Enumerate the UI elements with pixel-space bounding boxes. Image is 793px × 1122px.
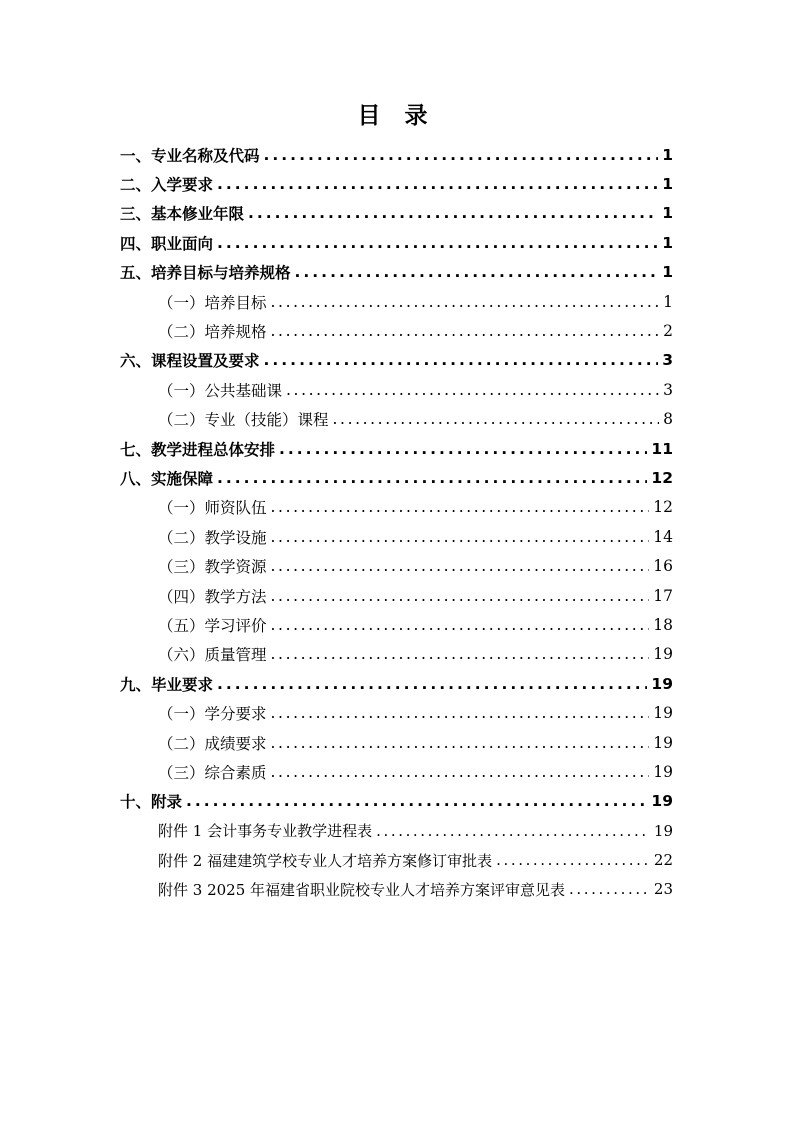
toc-title: 目 录 bbox=[357, 103, 436, 129]
toc-entry[interactable] bbox=[0, 434, 793, 463]
toc-page-number: 3 bbox=[662, 351, 673, 370]
toc-page-number: 22 bbox=[653, 851, 673, 870]
toc-appendix-entry[interactable] bbox=[0, 816, 793, 845]
toc-page-number: 18 bbox=[653, 615, 673, 634]
toc-dot-leader bbox=[271, 587, 650, 605]
toc-entry-label: （二）专业（技能）课程 bbox=[158, 411, 329, 430]
toc-entry-label: 附件 3 2025 年福建省职业院校专业人才培养方案评审意见表 bbox=[158, 880, 566, 899]
toc-dot-leader bbox=[286, 381, 659, 399]
toc-page-number: 1 bbox=[662, 145, 673, 164]
toc-entry-label: 四、职业面向 bbox=[120, 234, 214, 253]
toc-dot-leader bbox=[271, 293, 660, 311]
toc-entry-label: （一）培养目标 bbox=[158, 293, 267, 312]
toc-entry[interactable] bbox=[0, 169, 793, 198]
toc-dot-leader bbox=[333, 410, 660, 428]
toc-entry[interactable] bbox=[0, 669, 793, 698]
toc-page-number: 3 bbox=[663, 380, 673, 399]
toc-dot-leader bbox=[279, 440, 647, 458]
toc-dot-leader bbox=[496, 851, 650, 869]
toc-page-number: 8 bbox=[663, 410, 673, 429]
toc-entry[interactable] bbox=[0, 228, 793, 257]
toc-page-number: 1 bbox=[662, 175, 673, 194]
toc-entry-label: （四）教学方法 bbox=[158, 587, 267, 606]
toc-entry-label: （一）公共基础课 bbox=[158, 381, 283, 400]
toc-page-number: 12 bbox=[653, 498, 673, 517]
toc-page-number: 19 bbox=[653, 704, 673, 723]
toc-entry-label: 七、教学进程总体安排 bbox=[120, 440, 276, 459]
toc-entry-label: 附件 1 会计事务专业教学进程表 bbox=[158, 822, 373, 841]
toc-dot-leader bbox=[271, 704, 650, 722]
toc-appendix-entry[interactable] bbox=[0, 845, 793, 874]
toc-dot-leader bbox=[376, 822, 650, 840]
toc-entry[interactable] bbox=[0, 199, 793, 228]
toc-subentry[interactable] bbox=[0, 375, 793, 404]
toc-dot-leader bbox=[271, 763, 650, 781]
toc-page-number: 1 bbox=[662, 233, 673, 252]
toc-entry[interactable] bbox=[0, 346, 793, 375]
toc-page-number: 19 bbox=[651, 674, 673, 693]
toc-entry-label: （五）学习评价 bbox=[158, 616, 267, 635]
toc-dot-leader bbox=[217, 469, 647, 487]
toc-entry-label: 三、基本修业年限 bbox=[120, 205, 245, 224]
toc-page-number: 23 bbox=[653, 880, 673, 899]
toc-entry-label: （六）质量管理 bbox=[158, 646, 267, 665]
toc-entry-label: 六、课程设置及要求 bbox=[120, 352, 260, 371]
toc-page-number: 11 bbox=[651, 439, 673, 458]
toc-entry[interactable] bbox=[0, 787, 793, 816]
toc-entry-label: （二）培养规格 bbox=[158, 323, 267, 342]
toc-entry-label: （三）综合素质 bbox=[158, 763, 267, 782]
toc-dot-leader bbox=[569, 880, 650, 898]
toc-page-number: 1 bbox=[662, 263, 673, 282]
toc-dot-leader bbox=[217, 234, 658, 252]
toc-entry[interactable] bbox=[0, 140, 793, 169]
toc-page-number: 19 bbox=[653, 762, 673, 781]
toc-dot-leader bbox=[295, 263, 659, 281]
toc-subentry[interactable] bbox=[0, 610, 793, 639]
toc-dot-leader bbox=[217, 175, 658, 193]
toc-dot-leader bbox=[271, 322, 660, 340]
toc-subentry[interactable] bbox=[0, 757, 793, 786]
toc-dot-leader bbox=[271, 616, 650, 634]
toc-dot-leader bbox=[271, 498, 650, 516]
toc-entry-label: 附件 2 福建建筑学校专业人才培养方案修订审批表 bbox=[158, 851, 493, 870]
toc-entry-label: 十、附录 bbox=[120, 793, 183, 812]
toc-page-number: 1 bbox=[662, 204, 673, 223]
toc-subentry[interactable] bbox=[0, 493, 793, 522]
toc-dot-leader bbox=[217, 675, 647, 693]
toc-page-number: 19 bbox=[653, 645, 673, 664]
toc-subentry[interactable] bbox=[0, 522, 793, 551]
toc-dot-leader bbox=[271, 528, 650, 546]
toc-entry-label: （一）学分要求 bbox=[158, 705, 267, 724]
toc-entry-label: （三）教学资源 bbox=[158, 558, 267, 577]
toc-dot-leader bbox=[271, 557, 650, 575]
toc-subentry[interactable] bbox=[0, 698, 793, 727]
toc-entry[interactable] bbox=[0, 258, 793, 287]
toc-dot-leader bbox=[264, 146, 659, 164]
toc-entry-label: 二、入学要求 bbox=[120, 176, 214, 195]
toc-entry-label: （二）教学设施 bbox=[158, 528, 267, 547]
toc-page-number: 19 bbox=[651, 792, 673, 811]
toc-subentry[interactable] bbox=[0, 405, 793, 434]
toc-page-number: 12 bbox=[651, 468, 673, 487]
toc-page-number: 17 bbox=[653, 586, 673, 605]
toc-entry-label: 八、实施保障 bbox=[120, 469, 214, 488]
toc-dot-leader bbox=[186, 792, 647, 810]
toc-entry-label: 五、培养目标与培养规格 bbox=[120, 264, 291, 283]
toc-page-number: 19 bbox=[653, 821, 673, 840]
toc-dot-leader bbox=[264, 351, 659, 369]
toc-page-number: 1 bbox=[663, 292, 673, 311]
toc-subentry[interactable] bbox=[0, 581, 793, 610]
toc-subentry[interactable] bbox=[0, 316, 793, 345]
toc-entry-label: （二）成绩要求 bbox=[158, 734, 267, 753]
toc-list bbox=[0, 140, 793, 904]
toc-dot-leader bbox=[271, 645, 650, 663]
toc-entry-label: （一）师资队伍 bbox=[158, 499, 267, 518]
toc-subentry[interactable] bbox=[0, 551, 793, 580]
toc-dot-leader bbox=[271, 734, 650, 752]
toc-subentry[interactable] bbox=[0, 287, 793, 316]
toc-page-number: 16 bbox=[653, 557, 673, 576]
toc-entry[interactable] bbox=[0, 463, 793, 492]
toc-appendix-entry[interactable] bbox=[0, 875, 793, 904]
toc-page-number: 2 bbox=[663, 322, 673, 341]
toc-page-number: 19 bbox=[653, 733, 673, 752]
toc-entry-label: 九、毕业要求 bbox=[120, 675, 214, 694]
toc-entry-label: 一、专业名称及代码 bbox=[120, 146, 260, 165]
toc-subentry[interactable] bbox=[0, 728, 793, 757]
toc-subentry[interactable] bbox=[0, 640, 793, 669]
toc-dot-leader bbox=[248, 204, 658, 222]
toc-page-number: 14 bbox=[653, 527, 673, 546]
